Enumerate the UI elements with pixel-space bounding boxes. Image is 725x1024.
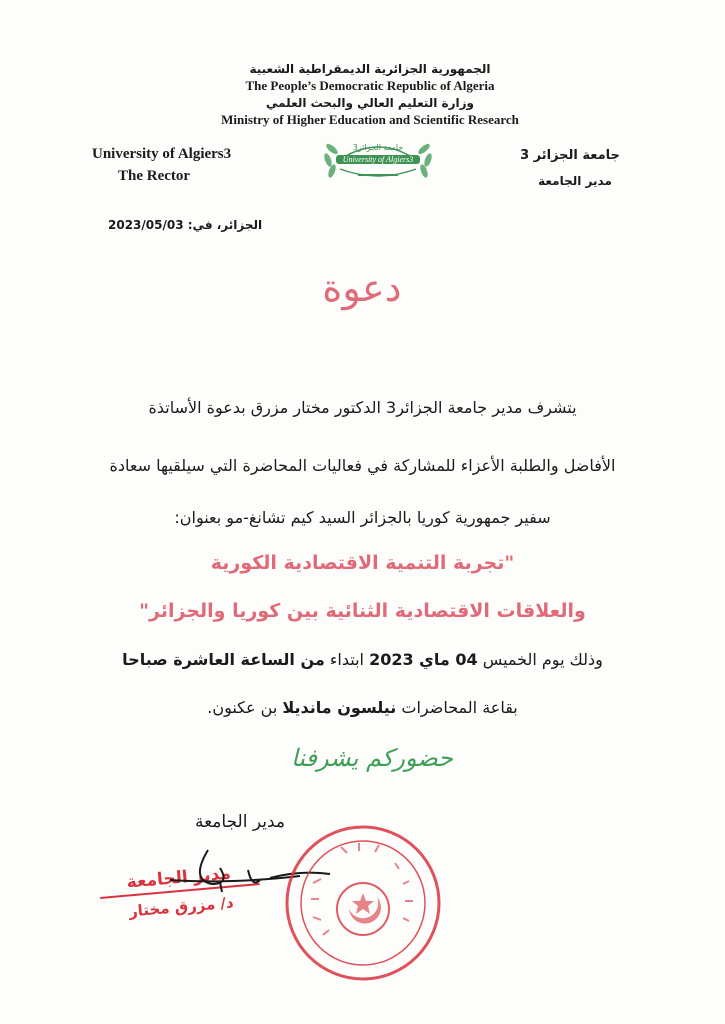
lecture-title-line-1: "تجربة التنمية الاقتصادية الكورية (210, 552, 515, 574)
time-pre: وذلك يوم الخميس (482, 650, 603, 669)
place-pre: بقاعة المحاضرات (401, 698, 518, 717)
event-date: 04 ماي 2023 (369, 650, 478, 669)
stamp-title: مدير الجامعة (98, 861, 259, 899)
signatory: مدير الجامعة (194, 812, 286, 832)
place-post: بن عكنون. (207, 698, 278, 717)
logo-text: جامعة الجزائر3 (352, 143, 404, 152)
rector-ar: مدير الجامعة (538, 174, 612, 188)
ministry-en: Ministry of Higher Education and Scientific Research (221, 112, 519, 127)
time-mid: ابتداء (329, 650, 364, 669)
stamp-name: د/ مزرق مختار (128, 893, 235, 921)
time-line (60, 650, 665, 669)
place-line (60, 698, 665, 717)
body-line-3: سفير جمهورية كوريا بالجزائر السيد كيم تشانغ-مو بعنوان: (174, 508, 551, 527)
date-label: الجزائر، في: (187, 218, 263, 232)
date-value: 2023/05/03 (108, 218, 184, 232)
university-en: University of Algiers3 (92, 146, 232, 162)
university-logo (318, 135, 438, 185)
body-line-1: يتشرف مدير جامعة الجزائر3 الدكتور مختار مزرق بدعوة الأساتذة (148, 398, 577, 417)
lecture-title-line-2: والعلاقات الاقتصادية الثنائية بين كوريا والجزائر" (139, 600, 586, 622)
country-ar: الجمهورية الجزائرية الديمقراطية الشعبية (249, 62, 491, 76)
place-name: نيلسون مانديلا (282, 698, 397, 717)
country-en: The People’s Democratic Republic of Algeria (245, 78, 495, 93)
logo-subtext: University of Algiers3 (336, 155, 420, 164)
body-line-2: الأفاضل والطلبة الأعزاء للمشاركة في فعاليات المحاضرة التي سيلقيها سعادة (109, 456, 616, 475)
invitation-title: دعوة (322, 266, 402, 310)
official-seal (283, 823, 443, 987)
rector-en: The Rector (118, 168, 191, 184)
ministry-ar: وزارة التعليم العالي والبحث العلمي (265, 96, 475, 110)
date-line (108, 218, 262, 232)
event-time: من الساعة العاشرة صباحا (122, 650, 325, 669)
closing-text: حضوركم يشرفنا (290, 744, 454, 772)
university-ar: جامعة الجزائر 3 (520, 148, 620, 163)
